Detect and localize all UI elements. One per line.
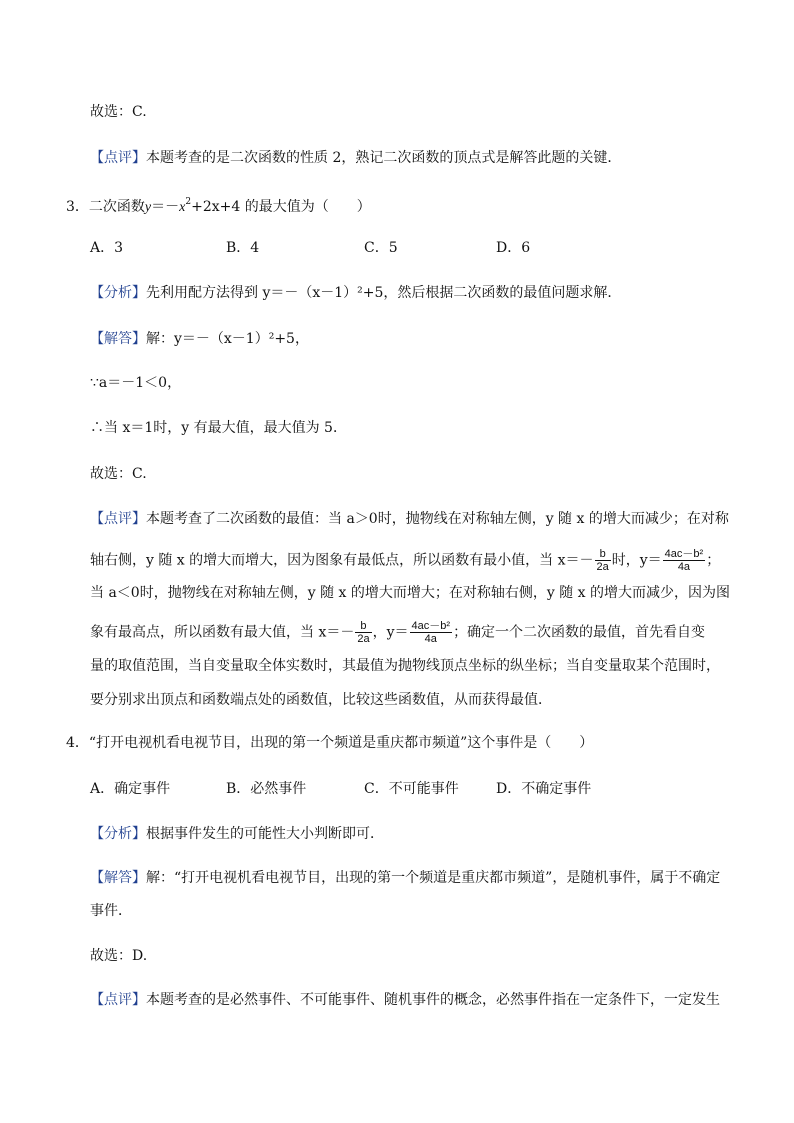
q4-answer: 故选：D. xyxy=(90,948,148,964)
q3-answer: 故选：C. xyxy=(90,466,147,482)
q4-option-d: D．不确定事件 xyxy=(496,781,592,797)
solution-tag: 【解答】 xyxy=(90,870,146,886)
comment-text: ；确定一个二次函数的最值，首先看自变 xyxy=(453,624,706,641)
q4-option-c: C．不可能事件 xyxy=(364,781,459,797)
fraction-b-over-2a xyxy=(355,620,371,645)
comment-text: ，y＝ xyxy=(372,624,409,641)
exponent: 2 xyxy=(185,197,192,207)
q3-solution xyxy=(90,329,309,349)
q3-option-b: B．4 xyxy=(226,240,260,256)
stem-text: “打开电视机看电视节目，出现的第一个频道是重庆都市频道”这个事件是（ ） xyxy=(88,735,594,751)
comment-text: 本题考查的是二次函数的性质 2，熟记二次函数的顶点式是解答此题的关键． xyxy=(146,150,622,166)
q3-comment-line-6: 要分别求出顶点和函数端点处的函数值，比较这些函数值，从而获得最值． xyxy=(90,692,552,708)
q3-option-d: D．6 xyxy=(496,240,531,256)
numerator: b xyxy=(595,548,611,561)
denominator: 2a xyxy=(596,561,609,573)
solution-tag: 【解答】 xyxy=(90,331,146,347)
denominator: 4a xyxy=(677,561,691,573)
comment-text: 轴右侧，y 随 x 的增大而增大，因为图象有最低点，所以函数有最小值，当 x＝－ xyxy=(90,552,594,569)
question-number: 3． xyxy=(66,199,89,215)
analysis-text: 根据事件发生的可能性大小判断即可． xyxy=(146,826,384,842)
q2-answer: 故选：C. xyxy=(90,104,147,120)
stem-tail: +2x+4 的最大值为（ ） xyxy=(191,199,371,215)
q4-analysis xyxy=(90,824,384,844)
fraction-vertex-y xyxy=(663,548,706,573)
q3-comment-line-2 xyxy=(90,548,720,573)
q3-step-2: ∴当 x＝1时，y 有最大值，最大值为 5． xyxy=(90,420,347,436)
q3-analysis xyxy=(90,283,621,303)
q4-comment xyxy=(90,990,720,1010)
denominator: 4a xyxy=(424,633,437,645)
analysis-tag: 【分析】 xyxy=(90,826,146,842)
q3-option-c: C．5 xyxy=(364,240,398,256)
stem-text: 二次函数 xyxy=(88,199,145,215)
solution-text: 解：y＝－（x－1）²+5， xyxy=(146,331,309,347)
fraction-b-over-2a xyxy=(595,548,611,573)
comment-tag: 【点评】 xyxy=(90,992,146,1008)
comment-text: 本题考查了二次函数的最值：当 a＞0时，抛物线在对称轴左侧，y 随 x 的增大而减少；在对称 xyxy=(146,511,729,527)
q4-stem xyxy=(66,733,593,753)
q3-comment-line-3: 当 a＜0时，抛物线在对称轴左侧，y 随 x 的增大而增大；在对称轴右侧，y 随 x 的增大而减少，因为图 xyxy=(90,585,731,601)
var-x: x xyxy=(179,200,186,215)
q3-step-1: ∵a＝－1＜0， xyxy=(90,375,182,391)
analysis-tag: 【分析】 xyxy=(90,285,146,301)
q3-option-a: A．3 xyxy=(90,240,124,256)
var-y: y xyxy=(144,200,152,215)
solution-text: 解：“打开电视机看电视节目，出现的第一个频道是重庆都市频道”，是随机事件，属于不确定 xyxy=(146,870,721,886)
q4-solution-line-1 xyxy=(90,868,720,888)
fraction-vertex-y xyxy=(410,620,453,645)
q3-stem xyxy=(66,192,371,218)
numerator: 4ac－b² xyxy=(411,620,451,632)
q3-comment-line-1 xyxy=(90,509,729,529)
q3-comment-line-5: 量的取值范围，当自变量取全体实数时，其最值为抛物线顶点坐标的纵坐标；当自变量取某个范围时， xyxy=(90,658,720,674)
q4-option-b: B．必然事件 xyxy=(226,781,307,797)
q3-comment-line-4 xyxy=(90,620,705,645)
numerator: 4ac－b² xyxy=(664,548,704,560)
numerator: b xyxy=(355,620,371,633)
comment-text: 象有最高点，所以函数有最大值，当 x＝－ xyxy=(90,624,355,641)
comment-text: 时，y＝ xyxy=(611,552,662,569)
q4-option-a: A．确定事件 xyxy=(90,781,171,797)
question-number: 4． xyxy=(66,735,89,751)
q4-solution-line-2: 事件． xyxy=(90,903,132,919)
comment-tag: 【点评】 xyxy=(90,511,146,527)
denominator: 2a xyxy=(357,633,370,645)
comment-text: 本题考查的是必然事件、不可能事件、随机事件的概念，必然事件指在一定条件下，一定发生 xyxy=(146,992,720,1008)
comment-tag: 【点评】 xyxy=(90,150,146,166)
analysis-text: 先利用配方法得到 y＝－（x－1）²+5，然后根据二次函数的最值问题求解． xyxy=(146,285,622,301)
q2-comment xyxy=(90,148,621,168)
comment-text: ； xyxy=(706,552,721,569)
stem-eq: ＝－ xyxy=(151,199,180,215)
